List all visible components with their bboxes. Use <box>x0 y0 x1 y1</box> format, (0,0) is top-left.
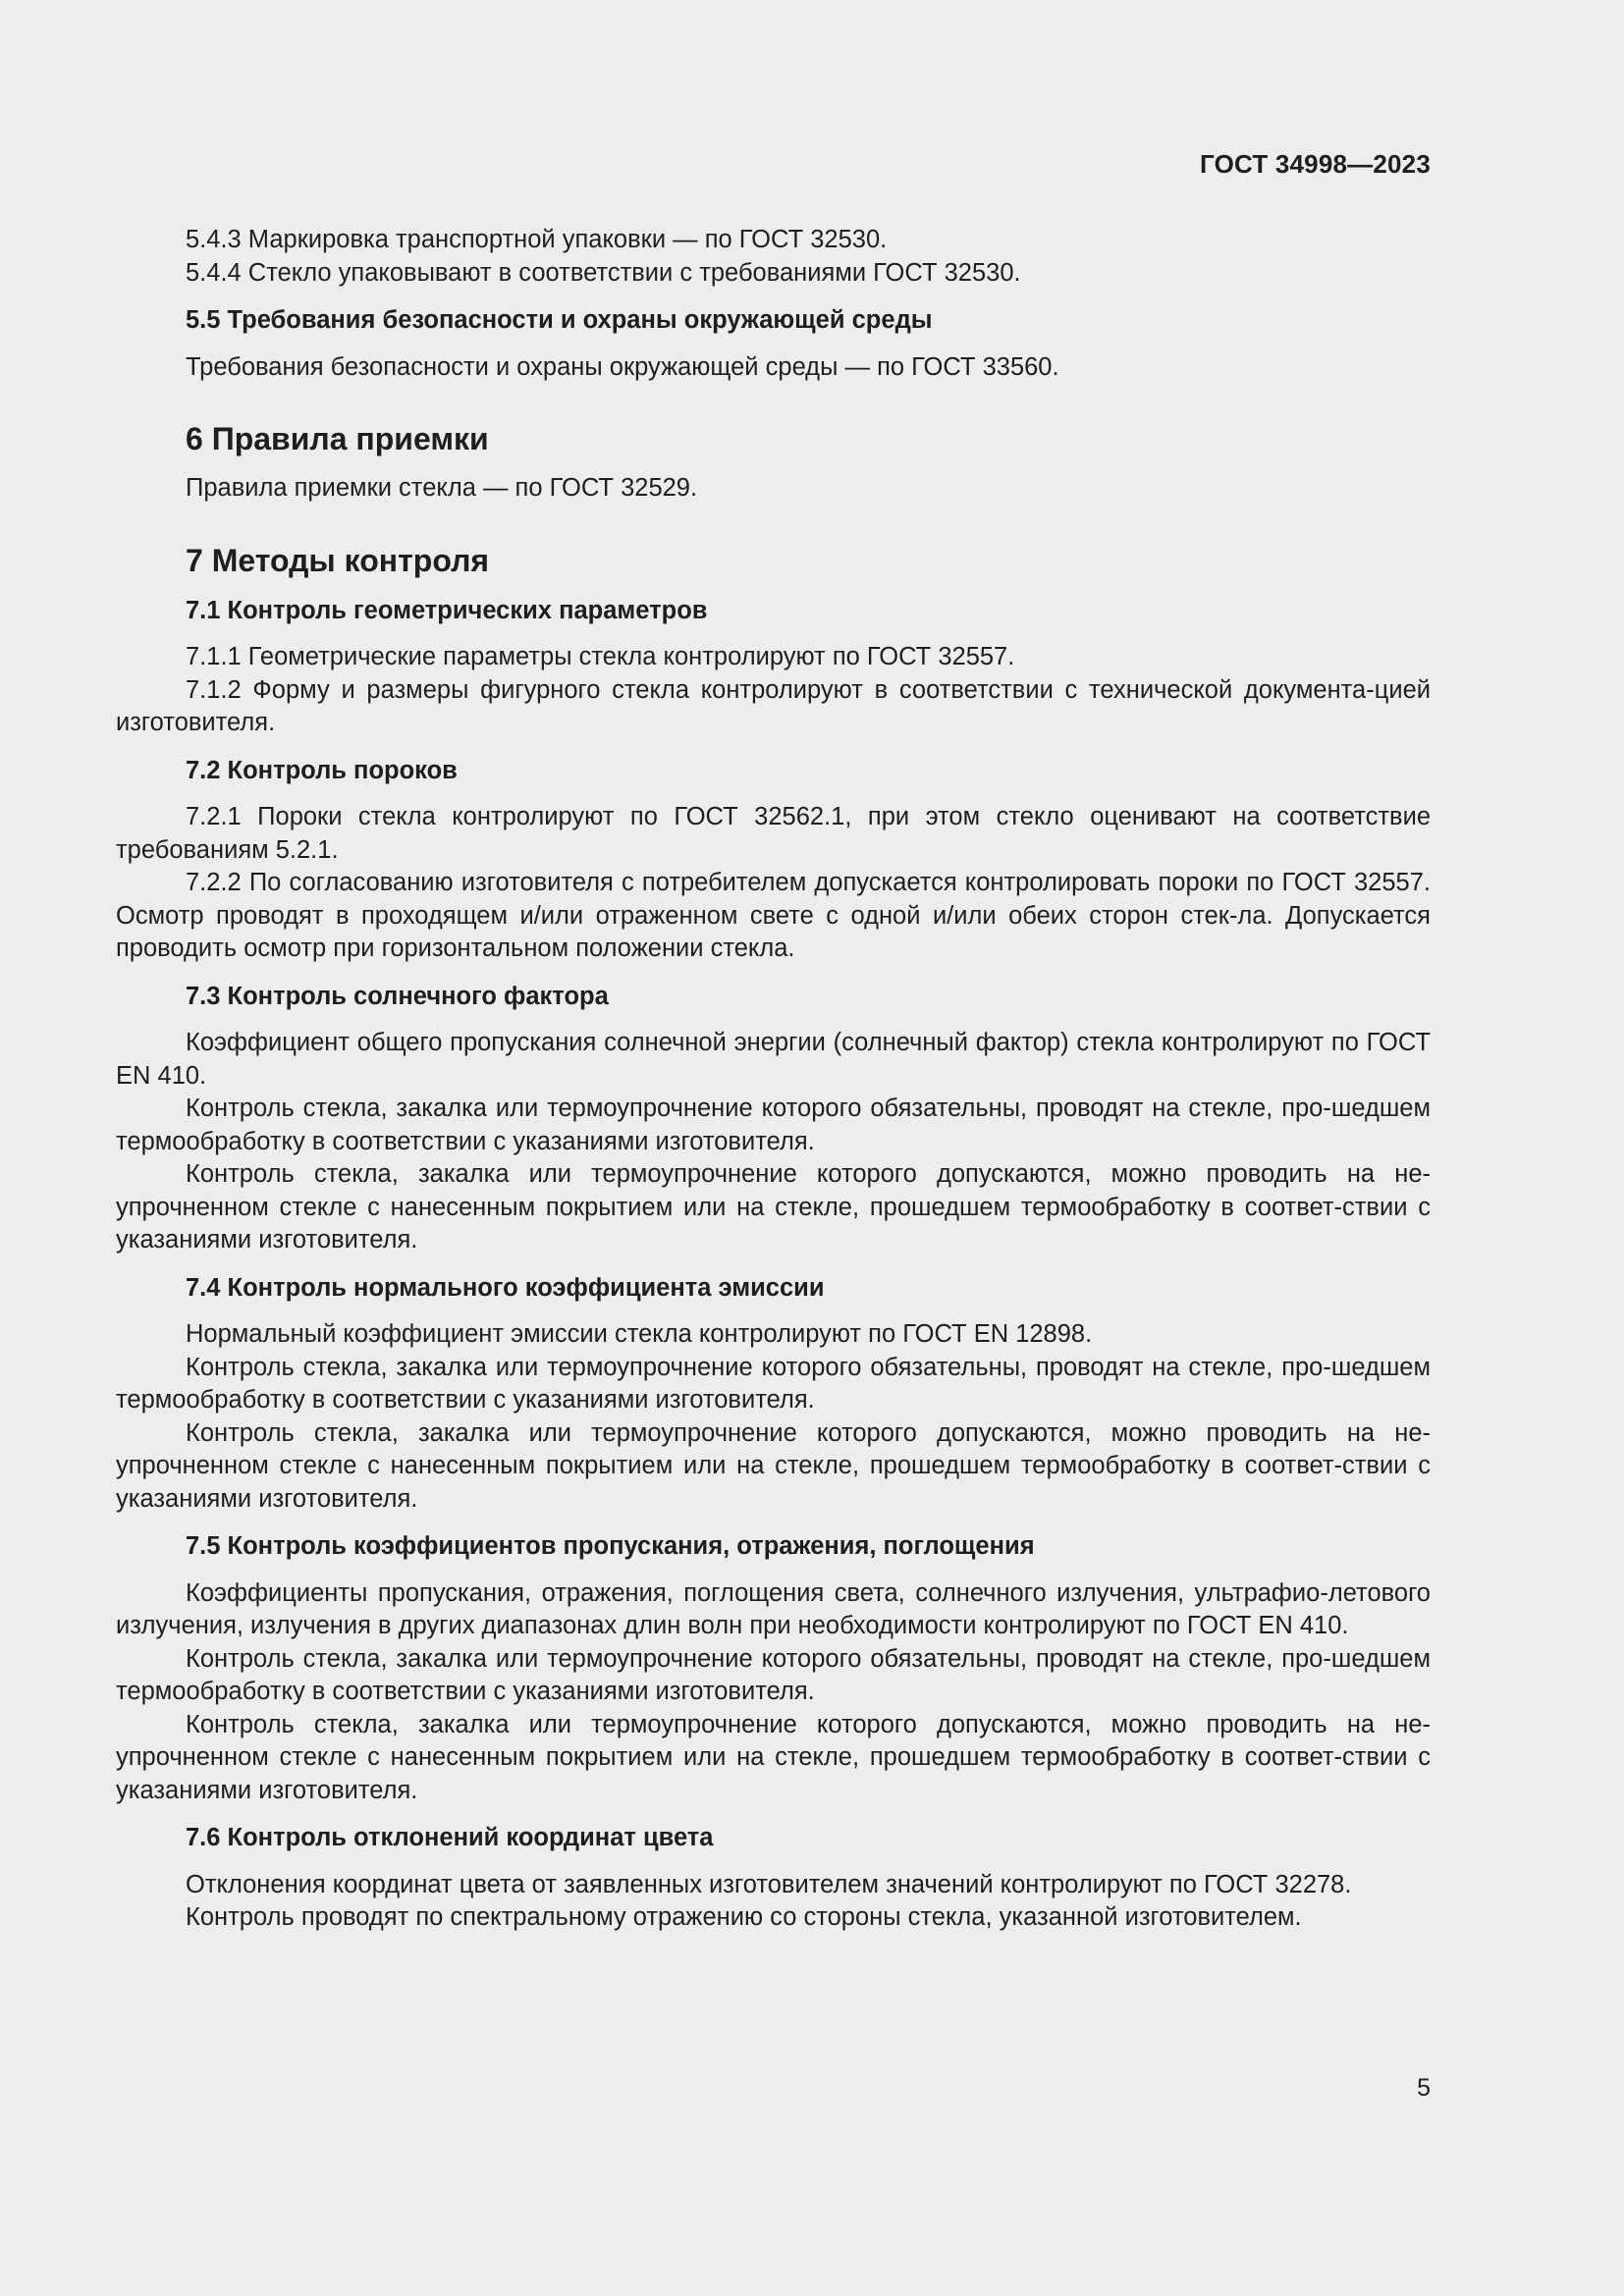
paragraph-7-4-b: Контроль стекла, закалка или термоупрочнение которого обязательны, проводят на стекле, про-шедшем термообработку в соответствии с указаниями изготовителя. <box>116 1353 1431 1414</box>
heading-7-4: 7.4 Контроль нормального коэффициента эмиссии <box>186 1273 825 1302</box>
paragraph-7-1-1: 7.1.1 Геометрические параметры стекла контролируют по ГОСТ 32557. <box>186 643 1015 670</box>
heading-7-3: 7.3 Контроль солнечного фактора <box>186 982 609 1010</box>
heading-5-5: 5.5 Требования безопасности и охраны окружающей среды <box>186 306 933 334</box>
paragraph-7-6-a: Отклонения координат цвета от заявленных изготовителем значений контролируют по ГОСТ 32278. <box>186 1870 1352 1898</box>
heading-7: 7 Методы контроля <box>186 542 490 578</box>
paragraph-7-2-1: 7.2.1 Пороки стекла контролируют по ГОСТ 32562.1, при этом стекло оценивают на соответствие требованиям 5.2.1. <box>116 803 1431 864</box>
paragraph-7-5-b: Контроль стекла, закалка или термоупрочнение которого обязательны, проводят на стекле, про-шедшем термообработку в соответствии с указаниями изготовителя. <box>116 1644 1431 1705</box>
paragraph-7-4-c: Контроль стекла, закалка или термоупрочнение которого допускаются, можно проводить на не-упрочненном стекле с нанесенным покрытием или на стекле, прошедшем термообработку в соответ-ствии с указаниями изготовителя. <box>116 1418 1431 1513</box>
heading-7-1: 7.1 Контроль геометрических параметров <box>186 596 708 624</box>
page-number: 5 <box>1417 2074 1431 2102</box>
heading-7-6: 7.6 Контроль отклонений координат цвета <box>186 1824 714 1851</box>
heading-7-5: 7.5 Контроль коэффициентов пропускания, отражения, поглощения <box>186 1532 1035 1560</box>
paragraph-7-4-a: Нормальный коэффициент эмиссии стекла контролируют по ГОСТ EN 12898. <box>186 1320 1093 1348</box>
paragraph-7-6-b: Контроль проводят по спектральному отражению со стороны стекла, указанной изготовителем. <box>186 1903 1302 1931</box>
document-page <box>116 0 1431 2296</box>
heading-6: 6 Правила приемки <box>186 421 489 456</box>
heading-7-2: 7.2 Контроль пороков <box>186 756 458 784</box>
paragraph-6: Правила приемки стекла — по ГОСТ 32529. <box>186 474 698 502</box>
paragraph-7-5-c: Контроль стекла, закалка или термоупрочнение которого допускаются, можно проводить на не-упрочненном стекле с нанесенным покрытием или на стекле, прошедшем термообработку в соответ-ствии с указаниями изготовителя. <box>116 1710 1431 1804</box>
paragraph-5-4-3: 5.4.3 Маркировка транспортной упаковки — по ГОСТ 32530. <box>186 226 888 253</box>
paragraph-7-3-b: Контроль стекла, закалка или термоупрочнение которого обязательны, проводят на стекле, про-шедшем термообработку в соответствии с указаниями изготовителя. <box>116 1095 1431 1155</box>
paragraph-7-3-a: Коэффициент общего пропускания солнечной энергии (солнечный фактор) стекла контролируют по ГОСТ EN 410. <box>116 1029 1431 1090</box>
paragraph-7-5-a: Коэффициенты пропускания, отражения, поглощения света, солнечного излучения, ультрафио-летового излучения, излучения в других диапазонах длин волн при необходимости контролируют по ГОСТ EN 410. <box>116 1578 1431 1639</box>
paragraph-5-5: Требования безопасности и охраны окружающей среды — по ГОСТ 33560. <box>186 352 1059 381</box>
document-body <box>116 224 1431 1935</box>
paragraph-5-4-4: 5.4.4 Стекло упаковывают в соответствии с требованиями ГОСТ 32530. <box>186 258 1021 287</box>
paragraph-7-2-2: 7.2.2 По согласованию изготовителя с потребителем допускается контролировать пороки по ГОСТ 32557. Осмотр проводят в проходящем и/или отраженном свете с одной и/или обеих сторон стек-ла. Допускается проводить осмотр при горизонтальном положении стекла. <box>116 869 1431 962</box>
paragraph-7-1-2: 7.1.2 Форму и размеры фигурного стекла контролируют в соответствии с технической документа-цией изготовителя. <box>116 675 1431 736</box>
document-id-header: ГОСТ 34998—2023 <box>1200 149 1431 179</box>
paragraph-7-3-c: Контроль стекла, закалка или термоупрочнение которого допускаются, можно проводить на не-упрочненном стекле с нанесенным покрытием или на стекле, прошедшем термообработку в соответ-ствии с указаниями изготовителя. <box>116 1160 1431 1254</box>
